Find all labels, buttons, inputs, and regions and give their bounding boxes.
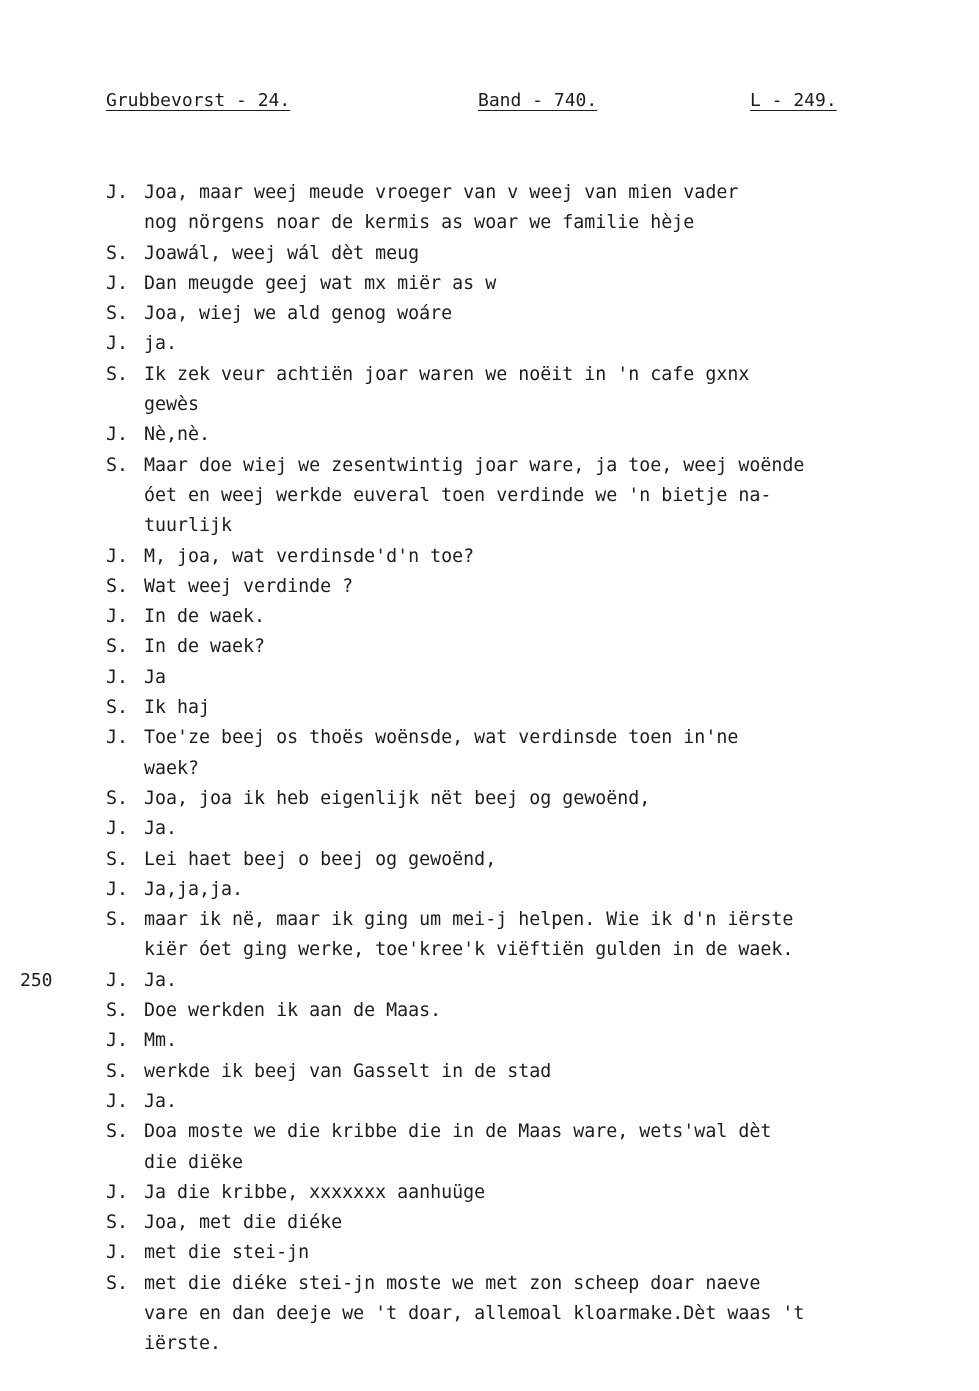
transcript-line: [0, 723, 979, 753]
speaker-label: S.: [106, 636, 129, 658]
transcript-line: [0, 814, 979, 844]
utterance-text: M, joa, wat verdinsde'd'n toe?: [144, 545, 475, 567]
speaker-label: S.: [106, 1212, 129, 1234]
transcript-line: [0, 935, 979, 965]
speaker-label: J.: [106, 1242, 129, 1264]
speaker-label: J.: [106, 272, 129, 294]
speaker-label: J.: [106, 878, 129, 900]
speaker-label: J.: [106, 666, 129, 688]
utterance-text: met die stei-jn: [144, 1242, 310, 1264]
speaker-label: J.: [106, 545, 129, 567]
transcript-line: [0, 511, 979, 541]
utterance-text: Joawál, weej wál dèt meug: [144, 242, 420, 264]
speaker-label: S.: [106, 787, 129, 809]
transcript-line: [0, 360, 979, 390]
transcript-line: [0, 845, 979, 875]
speaker-label: S.: [106, 303, 129, 325]
utterance-text: die diëke: [144, 1151, 244, 1173]
transcript-line: [0, 1238, 979, 1268]
transcript-line: [0, 269, 979, 299]
utterance-text: tuurlijk: [144, 515, 233, 537]
transcript-line: [0, 299, 979, 329]
transcript-line: [0, 996, 979, 1026]
transcript-line: [0, 542, 979, 572]
transcript-line: [0, 390, 979, 420]
speaker-label: S.: [106, 1121, 129, 1143]
transcript-line: [0, 1178, 979, 1208]
transcript-line: [0, 572, 979, 602]
utterance-text: In de waek.: [144, 606, 266, 628]
utterance-text: Ik zek veur achtiën joar waren we noëit in 'n cafe gxnx: [144, 363, 750, 385]
transcript-line: [0, 632, 979, 662]
utterance-text: Maar doe wiej we zesentwintig joar ware, ja toe, weej woënde: [144, 454, 805, 476]
speaker-label: J.: [106, 1181, 129, 1203]
speaker-label: S.: [106, 1272, 129, 1294]
page-header: [106, 90, 851, 116]
utterance-text: Joa, met die diéke: [144, 1212, 343, 1234]
speaker-label: J.: [106, 1090, 129, 1112]
speaker-label: S.: [106, 363, 129, 385]
speaker-label: J.: [106, 727, 129, 749]
utterance-text: Doe werkden ik aan de Maas.: [144, 1000, 442, 1022]
utterance-text: Ik haj: [144, 697, 211, 719]
utterance-text: Ja,ja,ja.: [144, 878, 244, 900]
transcript-line: [0, 420, 979, 450]
transcript-line: [0, 1148, 979, 1178]
transcript-line: [0, 1026, 979, 1056]
transcript-line: [0, 208, 979, 238]
speaker-label: J.: [106, 606, 129, 628]
utterance-text: gewès: [144, 394, 200, 416]
utterance-text: iërste.: [144, 1333, 222, 1355]
speaker-label: S.: [106, 1000, 129, 1022]
transcript-line: [0, 602, 979, 632]
utterance-text: Dan meugde geej wat mx miër as w: [144, 272, 497, 294]
utterance-text: Doa moste we die kribbe die in de Maas ware, wets'wal dèt: [144, 1121, 772, 1143]
speaker-label: S.: [106, 1060, 129, 1082]
transcript-line: [0, 1299, 979, 1329]
transcript-line: [0, 1057, 979, 1087]
header-page-ref: L - 249.: [750, 90, 837, 111]
utterance-text: Ja: [144, 666, 167, 688]
utterance-text: Joa, maar weej meude vroeger van v weej van mien vader: [144, 182, 739, 203]
speaker-label: J.: [106, 333, 129, 355]
transcript-line: [0, 1329, 979, 1359]
utterance-text: Ja.: [144, 969, 178, 991]
utterance-text: Wat weej verdinde ?: [144, 575, 354, 597]
transcript-line: [0, 966, 979, 996]
utterance-text: Ja.: [144, 818, 178, 840]
transcript-line: [0, 1269, 979, 1299]
transcript-line: [0, 905, 979, 935]
speaker-label: S.: [106, 697, 129, 719]
transcript-line: [0, 663, 979, 693]
transcript-line: [0, 178, 979, 208]
utterance-text: waek?: [144, 757, 200, 779]
transcript-line: [0, 754, 979, 784]
transcript-line: [0, 1087, 979, 1117]
utterance-text: maar ik në, maar ik ging um mei-j helpen. Wie ik d'n iërste: [144, 909, 794, 931]
utterance-text: Lei haet beej o beej og gewoënd,: [144, 848, 497, 870]
utterance-text: Mm.: [144, 1030, 178, 1052]
transcript-line: [0, 239, 979, 269]
utterance-text: Toe'ze beej os thoës woënsde, wat verdinsde toen in'ne: [144, 727, 739, 749]
utterance-text: nog nörgens noar de kermis as woar we familie hèje: [144, 212, 695, 234]
speaker-label: S.: [106, 575, 129, 597]
transcript-line: [0, 875, 979, 905]
speaker-label: J.: [106, 969, 129, 991]
utterance-text: Joa, joa ik heb eigenlijk nët beej og gewoënd,: [144, 787, 651, 809]
speaker-label: S.: [106, 848, 129, 870]
utterance-text: In de waek?: [144, 636, 266, 658]
speaker-label: S.: [106, 242, 129, 264]
speaker-label: S.: [106, 454, 129, 476]
utterance-text: kiër óet ging werke, toe'kree'k viëftiën gulden in de waek.: [144, 939, 794, 961]
utterance-text: Joa, wiej we ald genog woáre: [144, 303, 453, 325]
speaker-label: J.: [106, 818, 129, 840]
transcript-line: [0, 329, 979, 359]
utterance-text: met die diéke stei-jn moste we met zon scheep doar naeve: [144, 1272, 761, 1294]
transcript-body: [0, 178, 979, 1360]
transcript-line: [0, 451, 979, 481]
margin-line-number: 250: [20, 969, 53, 991]
transcript-line: [0, 1208, 979, 1238]
speaker-label: J.: [106, 1030, 129, 1052]
utterance-text: Ja.: [144, 1090, 178, 1112]
utterance-text: werkde ik beej van Gasselt in de stad: [144, 1060, 552, 1082]
transcript-line: [0, 481, 979, 511]
utterance-text: vare en dan deeje we 't doar, allemoal kloarmake.Dèt waas 't: [144, 1302, 805, 1324]
transcript-line: [0, 693, 979, 723]
transcript-line: [0, 784, 979, 814]
transcript-line: [0, 1117, 979, 1147]
speaker-label: J.: [106, 424, 129, 446]
header-band: Band - 740.: [478, 90, 598, 111]
utterance-text: Ja die kribbe, xxxxxxx aanhuüge: [144, 1181, 486, 1203]
speaker-label: S.: [106, 909, 129, 931]
utterance-text: ja.: [144, 333, 178, 355]
header-location: Grubbevorst - 24.: [106, 90, 291, 111]
utterance-text: óet en weej werkde euveral toen verdinde we 'n bietje na-: [144, 484, 772, 506]
speaker-label: J.: [106, 182, 129, 203]
utterance-text: Nè,nè.: [144, 424, 211, 446]
